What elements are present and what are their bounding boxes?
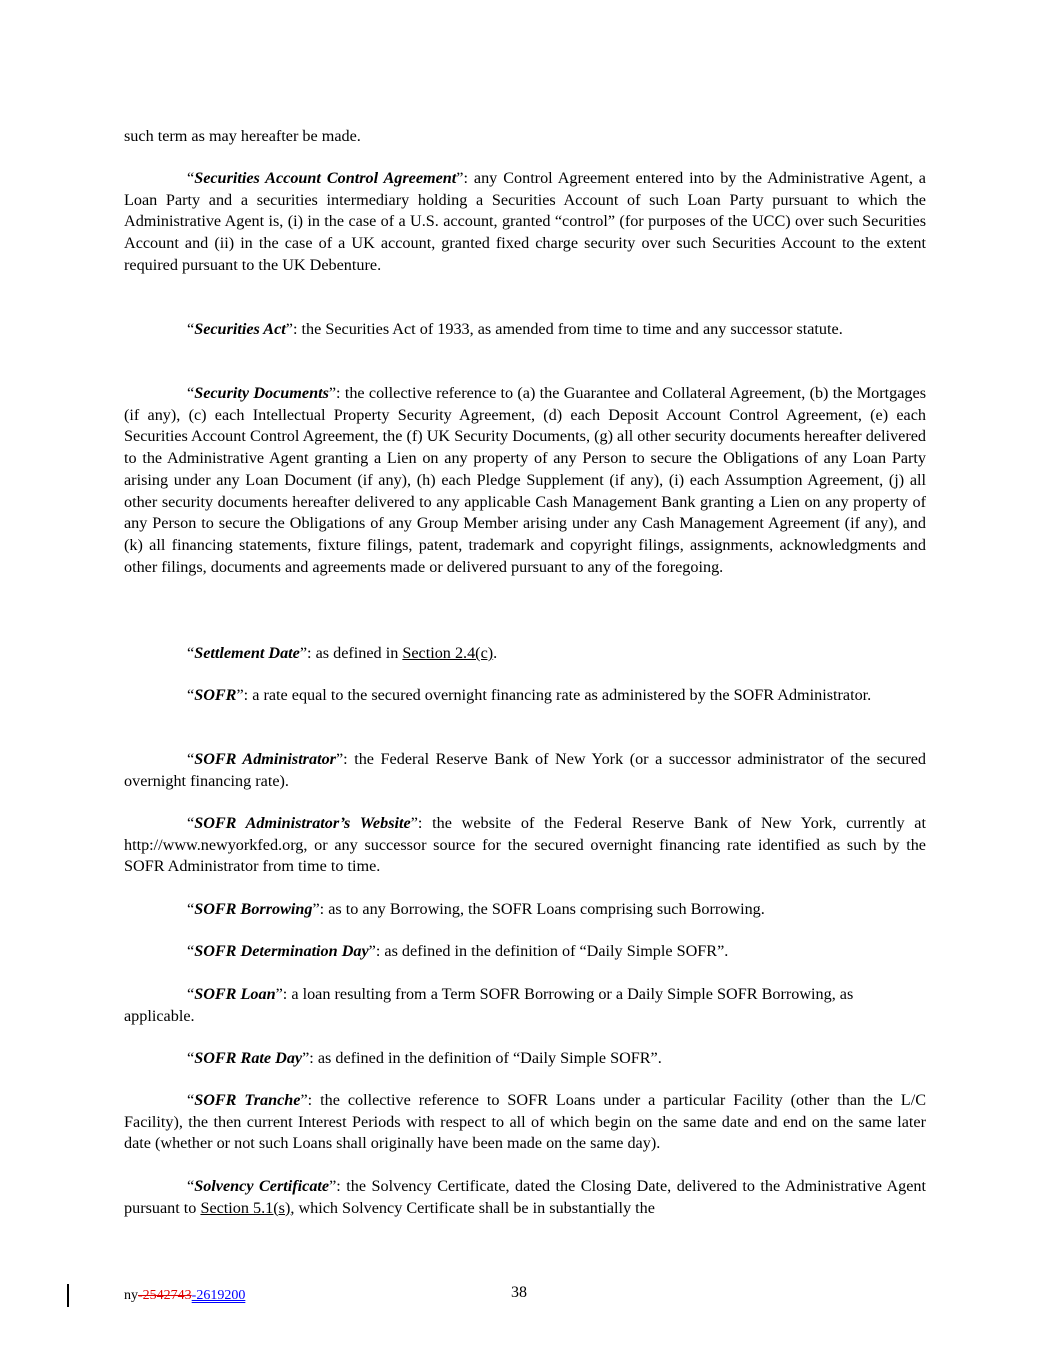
defined-term: SOFR Tranche bbox=[194, 1091, 301, 1109]
definition-text: a rate equal to the secured overnight financing rate as administered by the SOFR Administrator. bbox=[252, 686, 872, 704]
defined-term: Securities Act bbox=[194, 320, 286, 338]
definition-text: a loan resulting from a Term SOFR Borrowing or a Daily Simple SOFR Borrowing, as applicable. bbox=[124, 985, 854, 1025]
term-separator: ”: bbox=[410, 814, 433, 832]
open-quote: “ bbox=[187, 644, 195, 662]
definition-solvency-certificate bbox=[124, 1176, 926, 1219]
document-id-prefix: ny bbox=[124, 1288, 138, 1303]
definition-text: the collective reference to (a) the Guarantee and Collateral Agreement, (b) the Mortgages (if any), (c) each Intellectual Property Security Agreement, (d) each Deposit Account Control Agreement, (e) each Securities Account Control Agreement, the (f) UK Security Documents, (g) all other security documents hereafter delivered to the Administrative Agent granting a Lien on any property of any Person to secure the Obligations of any Loan Party arising under any Loan Document (if any), (h) each Pledge Supplement (if any), (i) each Assumption Agreement, (j) all other security documents hereafter delivered to any applicable Cash Management Bank granting a Lien on any property of any Person to secure the Obligations of any Group Member arising under any Cash Management Agreement (if any), and (k) all financing statements, fixture filings, patent, trademark and copyright filings, assignments, acknowledgments and other filings, documents and agreements made or delivered pursuant to any of the foregoing. bbox=[124, 384, 927, 576]
defined-term: SOFR Borrowing bbox=[194, 900, 313, 918]
definition-sofr-borrowing bbox=[124, 899, 926, 921]
definition-sofr-loan bbox=[124, 984, 864, 1027]
term-separator: ”: bbox=[275, 985, 292, 1003]
definition-text: any Control Agreement entered into by the Administrative Agent, a Loan Party and a securities intermediary holding a Securities Account of such Loan Party pursuant to which the Administrative Agent is, (i) in the case of a U.S. account, granted “control” (for purposes of the UCC) over such Securities Account and (ii) in the case of a UK account, granted fixed charge security over such Securities Account to the extent required pursuant to the UK Debenture. bbox=[124, 169, 926, 274]
term-separator: ”: bbox=[312, 900, 329, 918]
open-quote: “ bbox=[187, 1177, 195, 1195]
open-quote: “ bbox=[187, 985, 195, 1003]
definition-securities-account-control-agreement bbox=[124, 168, 926, 277]
term-separator: ”: bbox=[335, 750, 355, 768]
definition-sofr-rate-day bbox=[124, 1048, 926, 1070]
open-quote: “ bbox=[187, 686, 195, 704]
open-quote: “ bbox=[187, 169, 195, 187]
section-reference: Section 5.1(s) bbox=[200, 1198, 291, 1217]
definition-sofr-administrator bbox=[124, 749, 926, 792]
term-separator: ”: bbox=[285, 320, 302, 338]
definition-text: the Federal Reserve Bank of New York (or a successor administrator of the secured overnight financing rate). bbox=[124, 750, 927, 790]
term-separator: ”: bbox=[236, 686, 253, 704]
definition-security-documents bbox=[124, 383, 926, 578]
term-separator: ”: bbox=[329, 1177, 347, 1195]
inserted-document-id: -2619200 bbox=[191, 1288, 246, 1303]
open-quote: “ bbox=[187, 1091, 195, 1109]
term-separator: ”: bbox=[299, 644, 316, 662]
definition-text: the website of the Federal Reserve Bank of New York, currently at http://www.newyorkfed.org, or any successor source for the secured overnight financing rate identified as such by the SOFR Administrator from time to time. bbox=[124, 814, 926, 876]
definition-sofr bbox=[124, 685, 926, 707]
open-quote: “ bbox=[187, 1049, 195, 1067]
defined-term: SOFR Administrator bbox=[194, 750, 336, 768]
open-quote: “ bbox=[187, 384, 195, 402]
defined-term: SOFR bbox=[194, 686, 237, 704]
definition-text-end: , which Solvency Certificate shall be in substantially the bbox=[290, 1198, 655, 1217]
definition-text: as defined in bbox=[315, 644, 403, 662]
definition-text: as to any Borrowing, the SOFR Loans comprising such Borrowing. bbox=[328, 900, 765, 918]
definition-sofr-determination-day bbox=[124, 941, 926, 963]
page-number: 38 bbox=[511, 1284, 527, 1301]
defined-term: SOFR Rate Day bbox=[194, 1049, 303, 1067]
defined-term: Security Documents bbox=[194, 384, 329, 402]
defined-term: SOFR Loan bbox=[194, 985, 276, 1003]
definition-text: the Solvency Certificate, dated the Closing Date, delivered to the Administrative Agent pursuant to bbox=[124, 1177, 927, 1217]
definition-text: as defined in the definition of “Daily Simple SOFR”. bbox=[317, 1049, 662, 1067]
definition-text-end: . bbox=[493, 644, 498, 662]
term-separator: ”: bbox=[302, 1049, 318, 1067]
term-separator: ”: bbox=[300, 1091, 321, 1109]
defined-term: Solvency Certificate bbox=[194, 1177, 330, 1195]
definition-securities-act bbox=[124, 319, 926, 341]
definition-settlement-date bbox=[124, 643, 926, 665]
open-quote: “ bbox=[187, 942, 195, 960]
definition-text: as defined in the definition of “Daily Simple SOFR”. bbox=[384, 942, 729, 960]
open-quote: “ bbox=[187, 900, 195, 918]
term-separator: ”: bbox=[368, 942, 385, 960]
term-separator: ”: bbox=[328, 384, 345, 402]
open-quote: “ bbox=[187, 814, 195, 832]
definition-sofr-administrators-website bbox=[124, 813, 926, 878]
deleted-document-id: -2542743 bbox=[138, 1288, 192, 1303]
definition-text: the Securities Act of 1933, as amended from time to time and any successor statute. bbox=[301, 320, 843, 338]
definition-text: the collective reference to SOFR Loans under a particular Facility (other than the L/C Facility), the then current Interest Periods with respect to all of which begin on the same date and end on the same later date (whether or not such Loans shall originally have been made on the same day). bbox=[124, 1091, 926, 1153]
open-quote: “ bbox=[187, 320, 195, 338]
continuation-text: such term as may hereafter be made. bbox=[124, 127, 361, 145]
defined-term: SOFR Determination Day bbox=[194, 942, 369, 960]
defined-term: Securities Account Control Agreement bbox=[194, 169, 457, 187]
change-bar bbox=[67, 1284, 69, 1307]
defined-term: SOFR Administrator’s Website bbox=[194, 814, 411, 832]
definition-sofr-tranche bbox=[124, 1090, 926, 1155]
term-separator: ”: bbox=[456, 169, 474, 187]
open-quote: “ bbox=[187, 750, 195, 768]
document-id bbox=[124, 1286, 245, 1306]
section-reference: Section 2.4(c) bbox=[402, 644, 494, 662]
defined-term: Settlement Date bbox=[194, 644, 300, 662]
